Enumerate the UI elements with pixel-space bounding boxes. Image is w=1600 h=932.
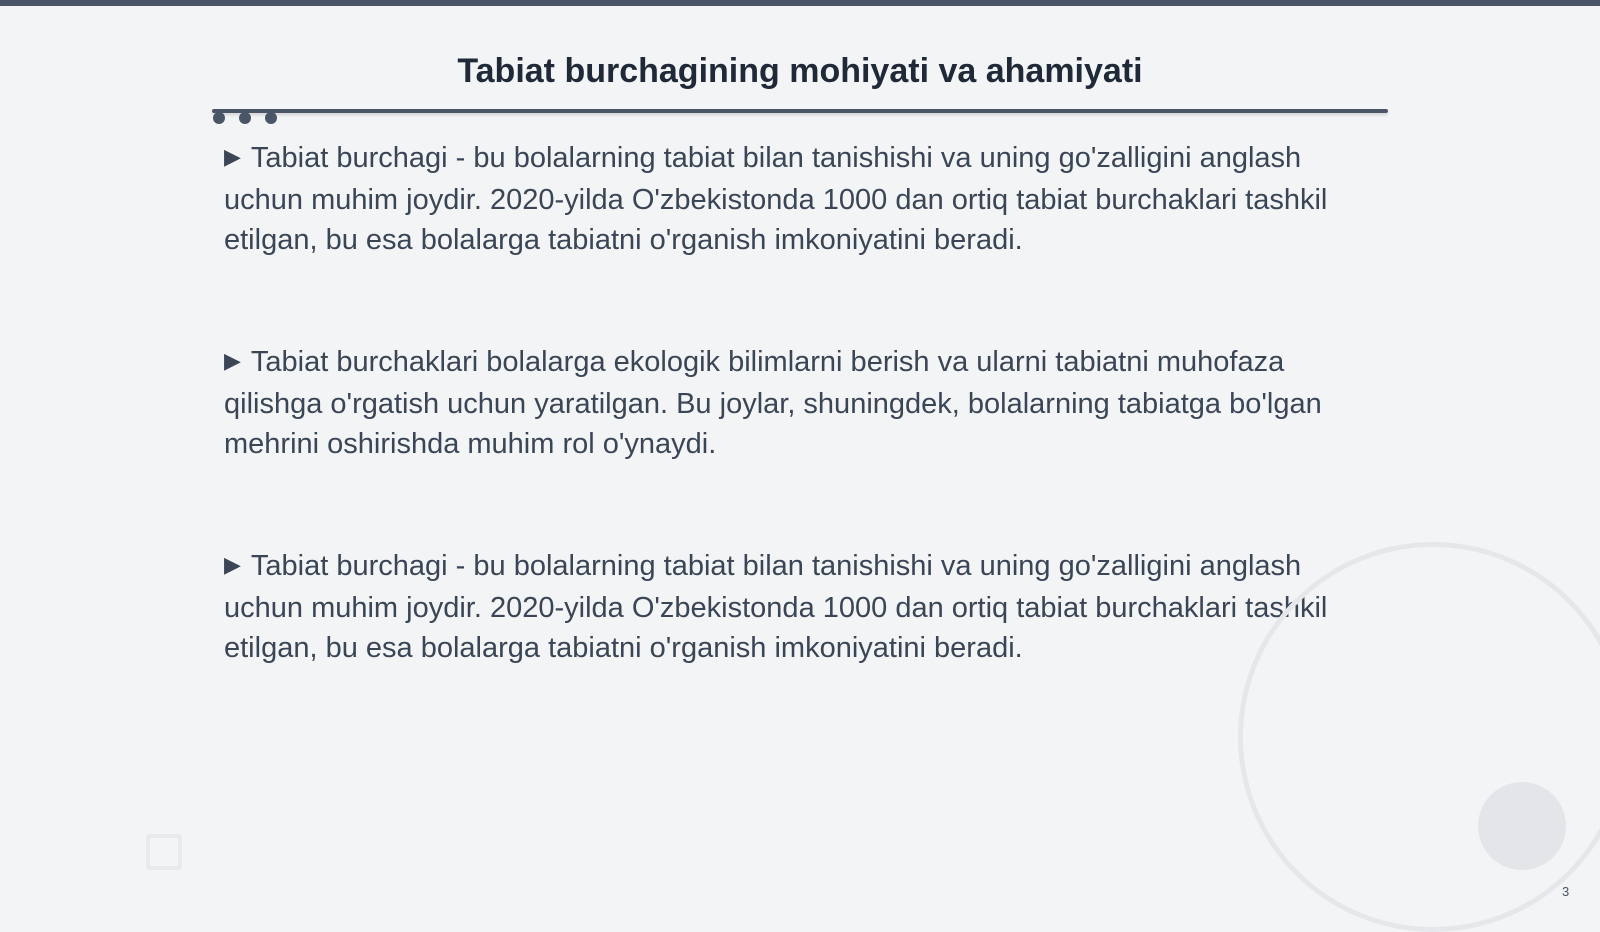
slide-title: Tabiat burchagining mohiyati va ahamiyati	[457, 52, 1143, 90]
bullet-text: Tabiat burchaklari bolalarga ekologik bilimlarni berish va ularni tabiatni muhofaza qilishga o'rgatish uchun yaratilgan. Bu joylar, shuningdek, bolalarning tabiatga bo'lgan mehrini oshirishda muhim rol o'ynaydi.	[224, 346, 1322, 460]
decorative-disc	[1478, 782, 1566, 870]
underline-dot	[265, 112, 277, 124]
bullet-item	[224, 546, 1374, 668]
decorative-ring	[1238, 542, 1600, 932]
decorative-square	[146, 834, 182, 870]
top-accent-bar	[0, 0, 1600, 6]
underline-dot	[213, 112, 225, 124]
triangle-bullet-icon: ▶	[224, 348, 241, 373]
page-number: 3	[1562, 884, 1570, 899]
bullet-text: Tabiat burchagi - bu bolalarning tabiat bilan tanishishi va uning go'zalligini anglash uchun muhim joydir. 2020-yilda O'zbekistonda 1000 dan ortiq tabiat burchaklari tashkil etilgan, bu esa bolalarga tabiatni o'rganish imkoniyatini beradi.	[224, 550, 1328, 664]
triangle-bullet-icon: ▶	[224, 552, 241, 577]
bullet-list	[224, 138, 1374, 750]
bullet-item	[224, 342, 1374, 464]
underline-dot	[239, 112, 251, 124]
title-underline	[212, 109, 1388, 113]
bullet-text: Tabiat burchagi - bu bolalarning tabiat bilan tanishishi va uning go'zalligini anglash uchun muhim joydir. 2020-yilda O'zbekistonda 1000 dan ortiq tabiat burchaklari tashkil etilgan, bu esa bolalarga tabiatni o'rganish imkoniyatini beradi.	[224, 142, 1328, 256]
bullet-item	[224, 138, 1374, 260]
triangle-bullet-icon: ▶	[224, 144, 241, 169]
